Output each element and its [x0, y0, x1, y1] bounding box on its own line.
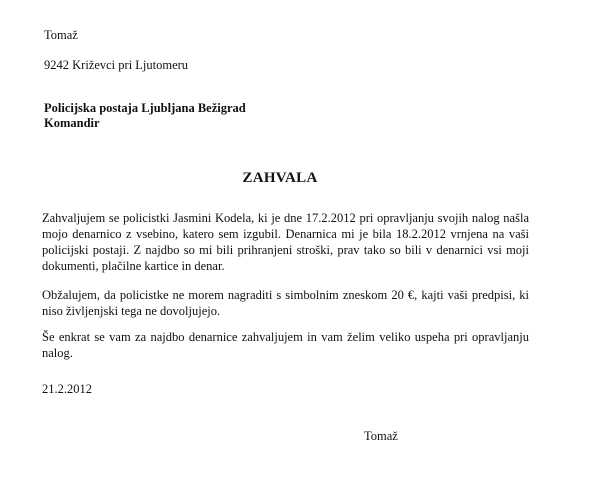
recipient-institution: Policijska postaja Ljubljana Bežigrad	[44, 101, 246, 115]
letter-paragraph-1: Zahvaljujem se policistki Jasmini Kodela, ki je dne 17.2.2012 pri opravljanju svojih nalog našla mojo denarnico z vsebino, katero sem izgubil. Denarnica mi je bila 18.2.2012 vrnjena na vaši policijski postaji. Z najdbo so mi bili prihranjeni stroški, prav tako so bili v denarnici vsi moji dokumenti, plačilne kartice in denar.	[42, 211, 529, 273]
sender-name: Tomaž	[44, 28, 78, 42]
signature: Tomaž	[364, 429, 398, 443]
letter-title: ZAHVALA	[242, 170, 318, 186]
letter-paragraph-3: Še enkrat se vam za najdbo denarnice zahvaljujem in vam želim veliko uspeha pri opravljanju nalog.	[42, 330, 529, 360]
letter-paragraph-2: Obžalujem, da policistke ne morem nagraditi s simbolnim zneskom 20 €, kajti vaši predpisi, ki niso življenjski tega ne dovoljujejo.	[42, 288, 529, 318]
sender-address: 9242 Križevci pri Ljutomeru	[44, 58, 189, 72]
letter-date: 21.2.2012	[42, 382, 92, 396]
recipient-position: Komandir	[44, 116, 100, 130]
